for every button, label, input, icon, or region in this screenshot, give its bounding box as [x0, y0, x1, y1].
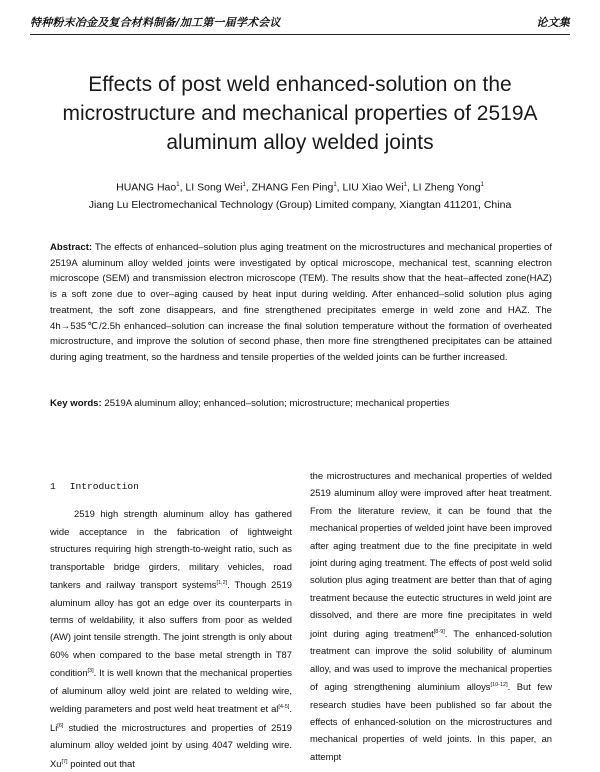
abstract-text: The effects of enhanced–solution plus aging treatment on the microstructures and mechanical properties of 2519A aluminum alloy welded joints were investigated by optical microscope, mechanical test, scanning electron microscope (SEM) and transmission electron microscope (TEM). The results show that the heat–affected zone(HAZ) is a soft zone due to over–aging caused by heat input during welding. After enhanced–solid solution plus aging treatment, the soft zone disappears, and fine strengthened precipitates emerge in weld zone and HAZ. The 4h→535℃/2.5h enhanced–solution can increase the final solution temperature without the formation of overheated microstructure, and improve the solution of second phase, then more fine strengthened precipitates can be attained during aging treatment, so the hardness and tensile properties of the welded joints can be further increased. [50, 242, 552, 363]
citation-ref: [8-9] [433, 628, 445, 635]
author-name: HUANG Hao [116, 181, 177, 194]
body-text: . Though 2519 aluminum alloy has got an edge over its counterparts in terms of weldability, it also suffers from poor as welded (AW) joint tensile strength. The joint strength is only about 60% when compared to the base metal strength in T87 condition [50, 579, 292, 679]
keywords-label: Key words: [50, 398, 102, 409]
citation-ref: [4-5] [278, 704, 290, 711]
body-text: the microstructures and mechanical properties of welded 2519 aluminum alloy were improved after heat treatment. From the literature review, it can be found that the mechanical properties of welded joint have been improved after aging treatment due to the fine precipitate in weld joint during aging treatment. The effects of post weld solid solution plus aging treatment are better than that of aging treatment because the eutectic structures in weld joint are dissolved, and there are more fine precipitates in weld joint during aging treatment [310, 470, 552, 639]
body-text: . Li [50, 703, 292, 733]
author-affiliation-mark: 1 [176, 182, 180, 188]
keywords [50, 396, 552, 411]
section-title: Introduction [69, 481, 139, 492]
citation-ref: [10-12] [490, 682, 508, 688]
citation-ref: [3] [87, 668, 94, 675]
author-name: ZHANG Fen Ping [251, 181, 334, 194]
section-label: 论文集 [536, 16, 570, 29]
author-affiliation-mark: 1 [403, 182, 407, 188]
body-text: pointed out that [67, 757, 135, 769]
body-column-right [310, 467, 552, 765]
running-header [30, 14, 570, 35]
author-affiliation-mark: 1 [242, 182, 246, 188]
author-block [30, 177, 570, 214]
body-text: . The enhanced-solution treatment can improve the solid solubility of aluminum alloy, and was used to improve the mechanical properties of aging strengthening aluminium alloys [310, 627, 552, 693]
keywords-text: 2519A aluminum alloy; enhanced–solution; microstructure; mechanical properties [104, 398, 450, 409]
body-paragraph [310, 467, 552, 765]
section-heading [50, 478, 292, 495]
paper-title: Effects of post weld enhanced-solution on the microstructure and mechanical properties of 2519A aluminum alloy welded joints [62, 73, 538, 154]
body-column-left [50, 466, 292, 772]
body-text: . It is well known that the mechanical properties of aluminum alloy weld joint are related to welding wire, welding parameters and post weld heat treatment et al [50, 667, 292, 715]
body-text: 2519 high strength aluminum alloy has gathered wide acceptance in the fabrication of lightweight structures requiring high strength-to-weight ratio, such as transportable bridge girders, military vehicles, road tankers and railway transport systems [50, 508, 292, 591]
citation-ref: [7] [61, 758, 68, 765]
citation-ref: [6] [57, 722, 64, 729]
body-text: . But few research studies have been published so far about the effects of enhanced-solution on the microstructures and mechanical properties of weld joints. In this paper, an attempt [310, 681, 552, 762]
author-name: LI Song Wei [185, 181, 243, 194]
section-number: 1 [50, 481, 56, 492]
body-paragraph [50, 505, 292, 772]
author-affiliation-mark: 1 [333, 182, 337, 188]
affiliation: Jiang Lu Electromechanical Technology (Group) Limited company, Xiangtan 411201, China [88, 198, 512, 211]
author-list: HUANG Hao$^1$, LI Song Wei$^1$, ZHANG Fen Ping$^1$, LIU Xiao Wei$^1$, LI Zheng Yong$^1$ [116, 181, 484, 194]
conference-name: 特种粉末冶金及复合材料制备/加工第一届学术会议 [30, 16, 281, 29]
abstract-label: Abstract: [50, 242, 93, 253]
citation-ref: [1,2] [216, 580, 228, 587]
author-name: LIU Xiao Wei [342, 181, 404, 194]
abstract [50, 240, 552, 366]
author-affiliation-mark: 1 [480, 182, 484, 188]
body-text: studied the microstructures and properties of 2519 aluminum alloy welded joint by using 4047 welding wire. Xu [50, 721, 292, 769]
author-name: LI Zheng Yong [412, 181, 481, 194]
